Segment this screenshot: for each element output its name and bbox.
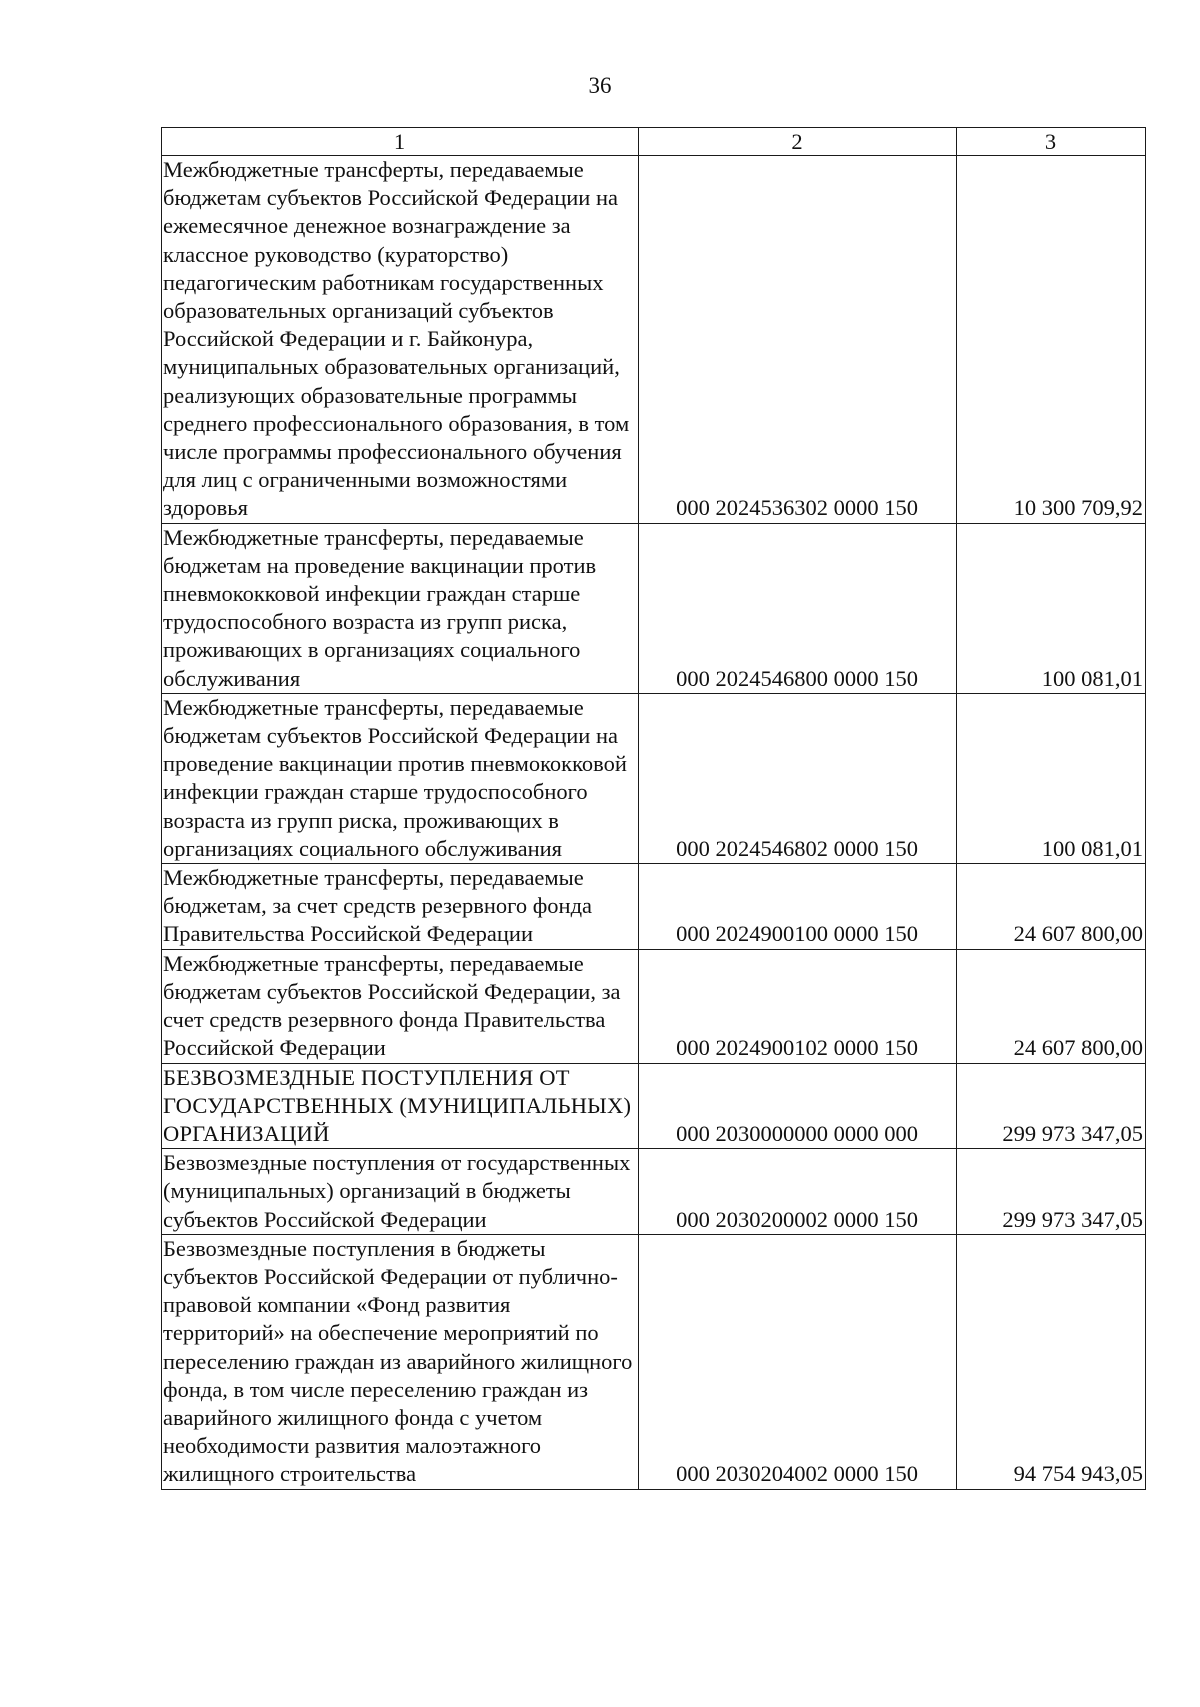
column-header-3: 3 [957, 128, 1146, 156]
row-amount: 100 081,01 [957, 693, 1146, 863]
row-amount: 24 607 800,00 [957, 864, 1146, 950]
row-amount: 24 607 800,00 [957, 949, 1146, 1063]
row-budget-code: 000 2030200002 0000 150 [639, 1149, 957, 1235]
budget-revenue-table [161, 127, 1146, 1490]
row-budget-code: 000 2030204002 0000 150 [639, 1234, 957, 1489]
table-row [162, 693, 1146, 863]
row-description-text: Межбюджетные трансферты, передаваемые бюджетам, за счет средств резервного фонда Правительства Российской Федерации [163, 865, 593, 947]
row-description [162, 1063, 639, 1149]
row-budget-code: 000 2024546802 0000 150 [639, 693, 957, 863]
row-amount: 299 973 347,05 [957, 1149, 1146, 1235]
row-description-text: Безвозмездные поступления в бюджеты субъектов Российской Федерации от публично-правовой компании «Фонд развития территорий» на обеспечение мероприятий по переселению граждан из аварийного жилищного фонда, в том числе переселению граждан из аварийного жилищного фонда с учетом необходимости развития малоэтажного жилищного строительства [163, 1235, 633, 1487]
table-header-row [162, 128, 1146, 156]
row-budget-code: 000 2024900102 0000 150 [639, 949, 957, 1063]
row-description-text: Межбюджетные трансферты, передаваемые бюджетам субъектов Российской Федерации на проведение вакцинации против пневмококковой инфекции граждан старше трудоспособного возраста из групп риска, проживающих в организациях социального обслуживания [163, 694, 627, 861]
row-description [162, 156, 639, 524]
row-description [162, 864, 639, 950]
row-description-text: БЕЗВОЗМЕЗДНЫЕ ПОСТУПЛЕНИЯ ОТ ГОСУДАРСТВЕННЫХ (МУНИЦИПАЛЬНЫХ) ОРГАНИЗАЦИЙ [163, 1064, 632, 1146]
page-number: 36 [588, 73, 612, 98]
row-description-text: Межбюджетные трансферты, передаваемые бюджетам на проведение вакцинации против пневмококковой инфекции граждан старше трудоспособного возраста из групп риска, проживающих в организациях социального обслуживания [163, 524, 597, 691]
row-description [162, 1149, 639, 1235]
row-amount: 100 081,01 [957, 523, 1146, 693]
row-description [162, 693, 639, 863]
table-row [162, 1063, 1146, 1149]
row-budget-code: 000 2024546800 0000 150 [639, 523, 957, 693]
row-description-text: Безвозмездные поступления от государственных (муниципальных) организаций в бюджеты субъектов Российской Федерации [163, 1150, 631, 1232]
row-budget-code: 000 2030000000 0000 000 [639, 1063, 957, 1149]
table-row [162, 1234, 1146, 1489]
table-row [162, 156, 1146, 524]
table-row [162, 523, 1146, 693]
row-amount: 10 300 709,92 [957, 156, 1146, 524]
row-description-text: Межбюджетные трансферты, передаваемые бюджетам субъектов Российской Федерации на ежемесячное денежное вознаграждение за классное руководство (кураторство) педагогическим работникам государственных образовательных организаций субъектов Российской Федерации и г. Байконура, муниципальных образовательных организаций, реализующих образовательные программы среднего профессионального образования, в том числе программы профессионального обучения для лиц с ограниченными возможностями здоровья [163, 157, 630, 521]
row-amount: 299 973 347,05 [957, 1063, 1146, 1149]
row-description [162, 523, 639, 693]
table-row [162, 1149, 1146, 1235]
table-row [162, 949, 1146, 1063]
row-budget-code: 000 2024900100 0000 150 [639, 864, 957, 950]
column-header-1: 1 [162, 128, 639, 156]
row-amount: 94 754 943,05 [957, 1234, 1146, 1489]
row-budget-code: 000 2024536302 0000 150 [639, 156, 957, 524]
row-description [162, 949, 639, 1063]
row-description [162, 1234, 639, 1489]
row-description-text: Межбюджетные трансферты, передаваемые бюджетам субъектов Российской Федерации, за счет средств резервного фонда Правительства Российской Федерации [163, 950, 621, 1061]
column-header-2: 2 [639, 128, 957, 156]
table-row [162, 864, 1146, 950]
